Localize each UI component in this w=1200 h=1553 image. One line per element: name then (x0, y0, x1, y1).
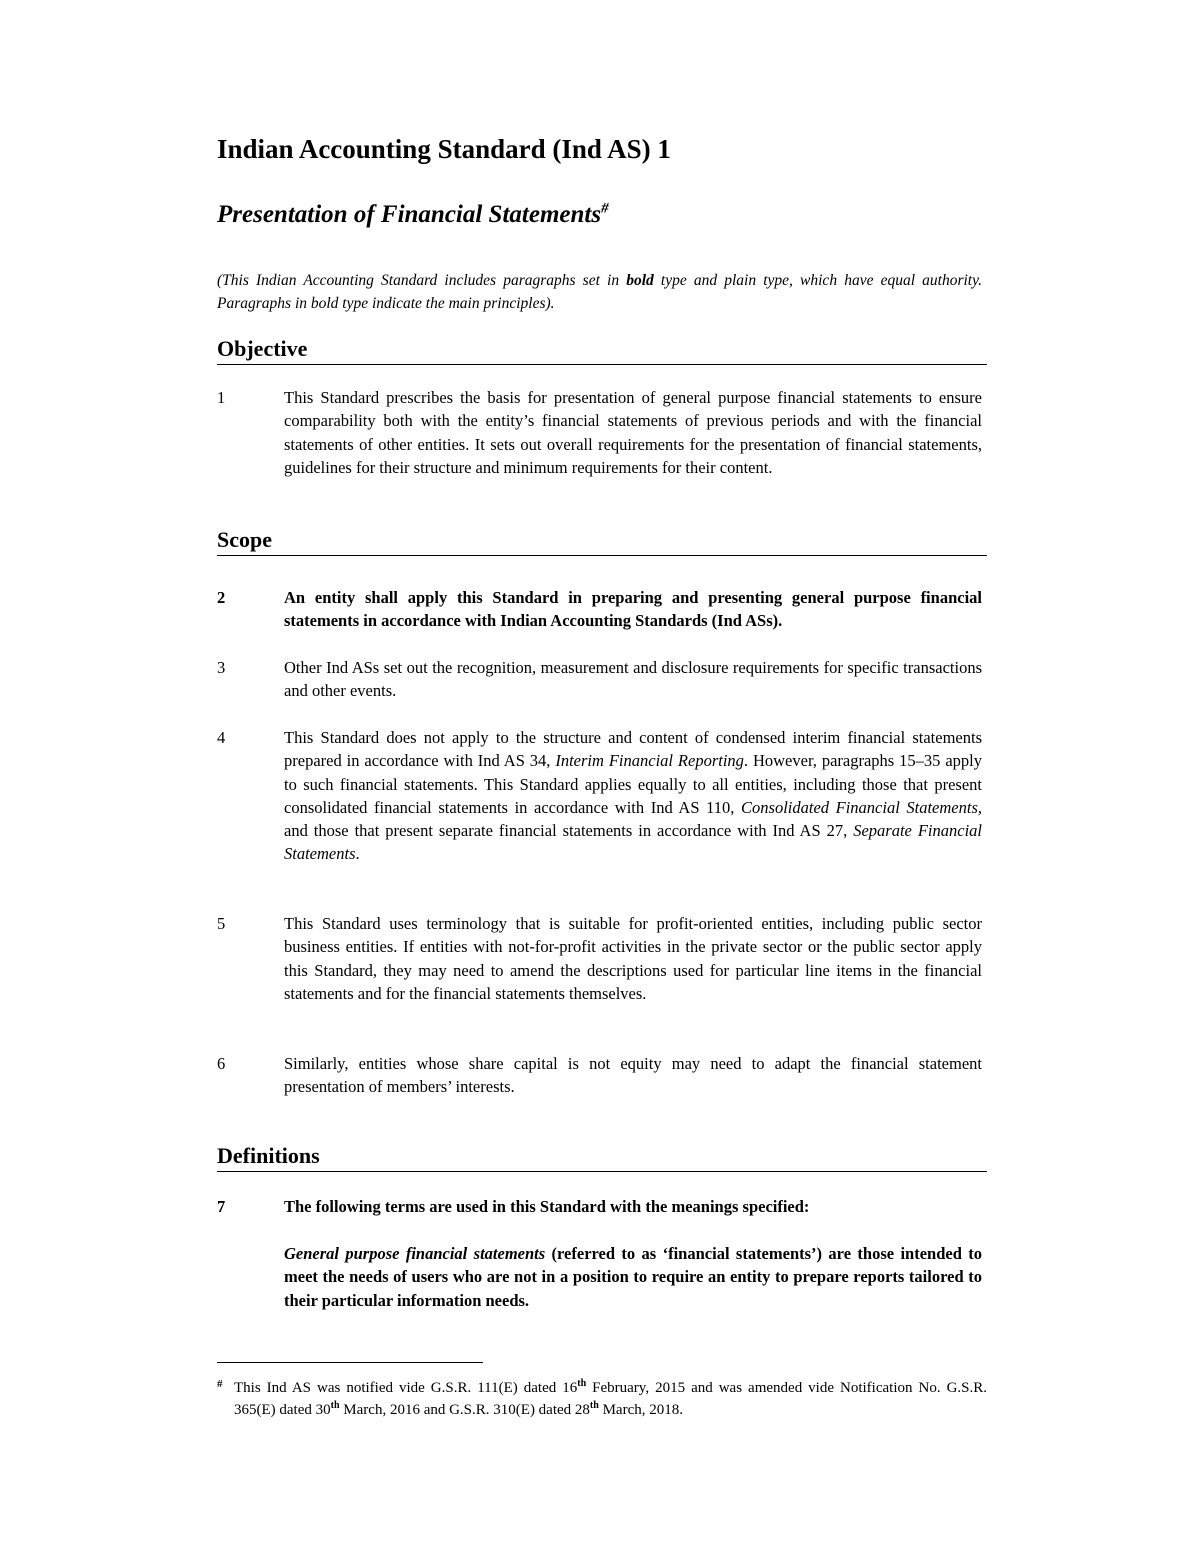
text-run: March, 2018. (598, 1402, 683, 1418)
text-run: This Ind AS was notified vide G.S.R. 111(E) dated 16 (234, 1380, 578, 1396)
definition-text: (referred to as ‘financial statements’) are those intended to meet the needs of users who are not in a position to require an entity to prepare reports tailored to their particular information needs. (284, 1244, 982, 1310)
text-run: . (355, 844, 360, 864)
footnote-mark: # (217, 1378, 223, 1390)
text-run: March, 2016 and G.S.R. 310(E) dated 28 (339, 1402, 590, 1418)
citation-title: Consolidated Financial Statements, (741, 797, 982, 817)
paragraph-text: An entity shall apply this Standard in preparing and presenting general purpose financial statements in accordance with Indian Accounting Standards (Ind ASs). (284, 588, 982, 631)
paragraph-number: 7 (217, 1197, 226, 1216)
footnote (217, 1377, 987, 1421)
paragraph-7 (217, 1195, 982, 1218)
definitions-heading: Definitions (217, 1143, 987, 1172)
citation-title: Interim Financial Reporting (555, 751, 744, 771)
paragraph-text: This Standard prescribes the basis for presentation of general purpose financial statements to ensure comparability both with the entity’s financial statements of previous periods and with the financial statements of other entities. It sets out overall requirements for the presentation of financial statements, guidelines for their structure and minimum requirements for their content. (284, 388, 982, 477)
ordinal-suffix: th (330, 1400, 340, 1411)
defined-term: General purpose financial statements (284, 1244, 546, 1263)
paragraph-text: This Standard uses terminology that is suitable for profit-oriented entities, including public sector business entities. If entities with not-for-profit activities in the private sector or the public sector apply this Standard, they may need to amend the descriptions used for particular line items in the financial statements and for the financial statements themselves. (284, 914, 982, 1003)
paragraph-number: 1 (217, 388, 226, 407)
note-pre: (This Indian Accounting Standard includes paragraphs set in (217, 272, 627, 289)
scope-heading: Scope (217, 527, 987, 556)
text-run: This Standard does not apply to the structure and content of condensed interim financial statements prepared in accordance with Ind AS 34, (284, 728, 982, 771)
text-run: and those that present separate financial statements in accordance with Ind AS 27, (284, 821, 854, 841)
footnote-text (234, 1377, 987, 1421)
ordinal-suffix: th (577, 1378, 587, 1389)
paragraph-4 (217, 726, 982, 866)
paragraph-number: 5 (217, 914, 226, 933)
paragraph-text: Similarly, entities whose share capital is not equity may need to adapt the financial statement presentation of members’ interests. (284, 1054, 982, 1097)
paragraph-5 (217, 912, 982, 1005)
paragraph-number: 3 (217, 658, 226, 677)
paragraph-text: Other Ind ASs set out the recognition, measurement and disclosure requirements for specific transactions and other events. (284, 658, 982, 701)
ordinal-suffix: th (589, 1400, 599, 1411)
paragraph-text (284, 726, 982, 866)
document-title: Indian Accounting Standard (Ind AS) 1 (217, 134, 671, 164)
paragraph-number: 6 (217, 1054, 226, 1073)
paragraph-1 (217, 386, 982, 479)
paragraph-6 (217, 1052, 982, 1099)
definition-general-purpose-fs (284, 1242, 982, 1312)
document-subtitle (217, 201, 609, 229)
paragraph-number: 2 (217, 588, 226, 607)
note-bold: bold (626, 272, 654, 289)
paragraph-2 (217, 586, 982, 633)
citation-title: Separate Financial Statements (284, 821, 982, 864)
authority-note (217, 269, 982, 315)
subtitle-footnote-mark: # (601, 200, 609, 217)
note-post: type and plain type, which have equal authority. Paragraphs in bold type indicate the main principles). (217, 272, 982, 312)
objective-heading: Objective (217, 336, 987, 365)
paragraph-text: The following terms are used in this Standard with the meanings specified: (284, 1197, 810, 1216)
text-run: February, 2015 and was amended vide Notification No. G.S.R. 365(E) dated 30 (234, 1380, 987, 1418)
paragraph-number: 4 (217, 728, 226, 747)
paragraph-3 (217, 656, 982, 703)
footnote-separator (217, 1362, 483, 1363)
text-run: . However, paragraphs 15–35 apply to such financial statements. This Standard applies equally to all entities, including those that present consolidated financial statements in accordance with Ind AS 110, (284, 751, 982, 817)
subtitle-text: Presentation of Financial Statements (217, 201, 602, 228)
